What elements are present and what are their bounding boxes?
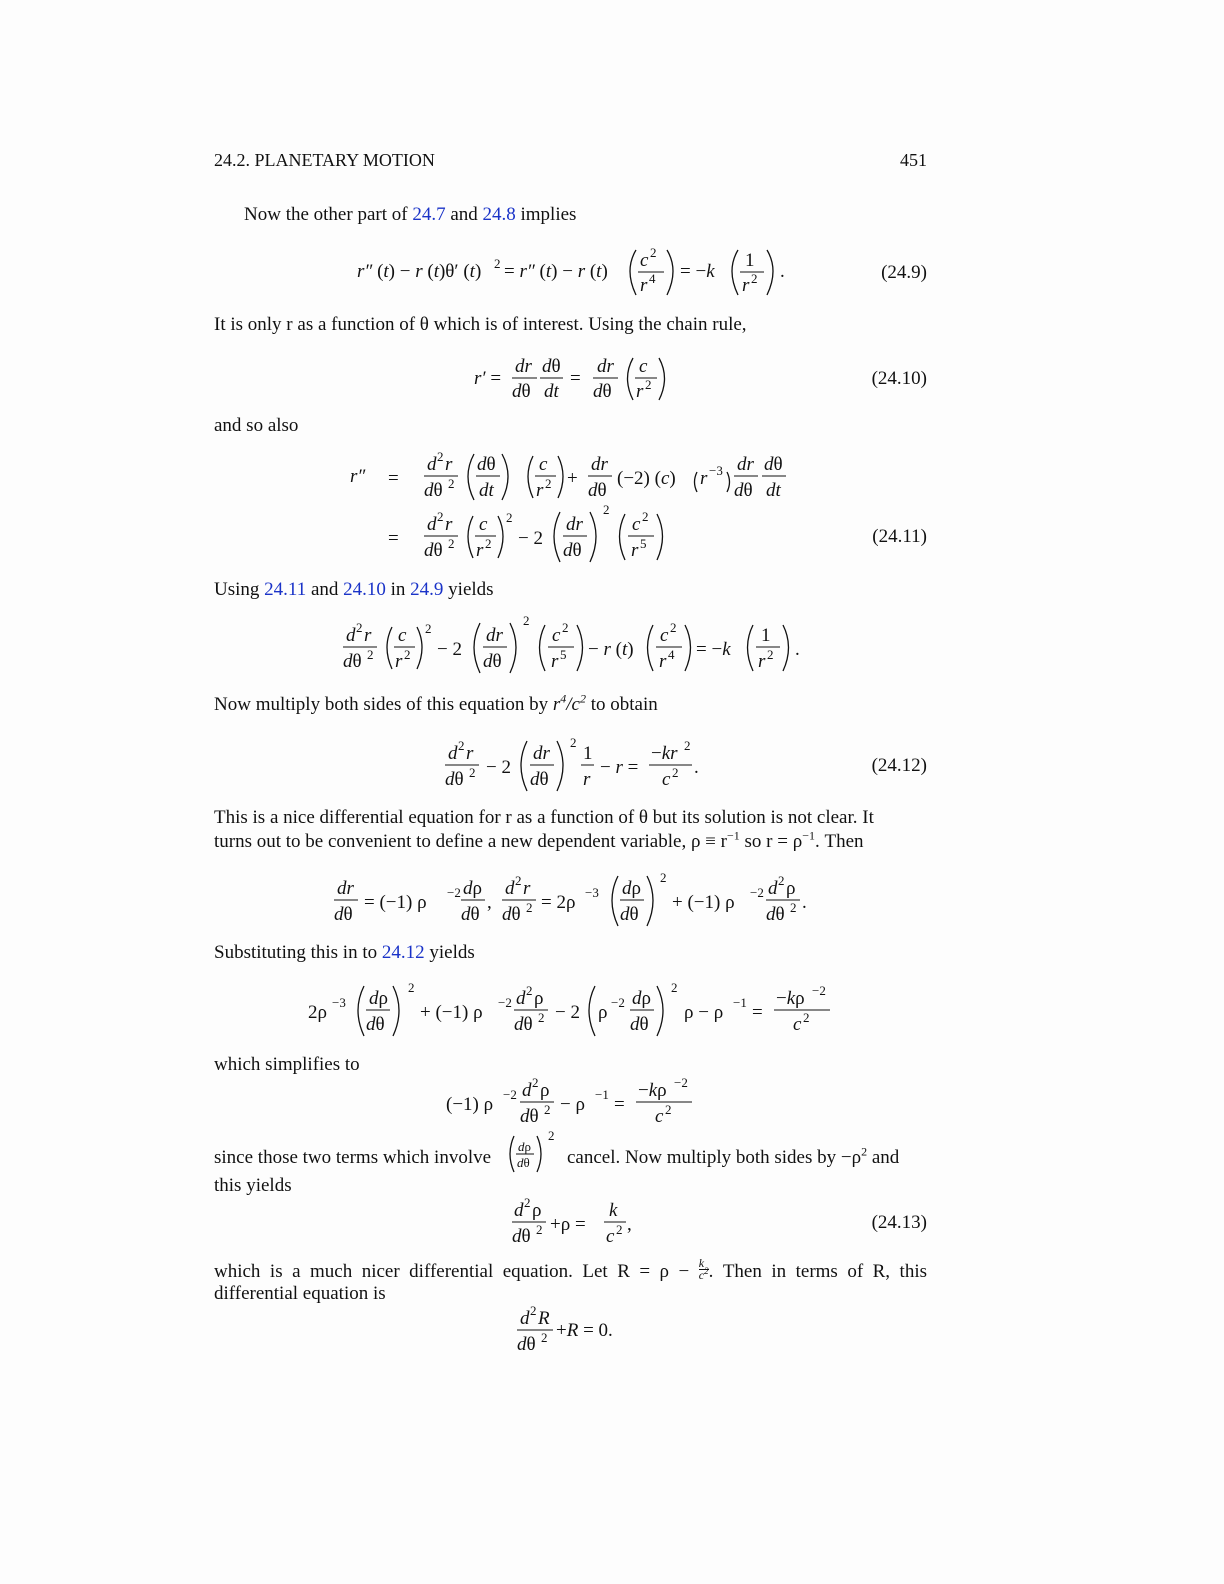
svg-text:r: r: [523, 878, 531, 899]
svg-text:4: 4: [649, 271, 656, 286]
svg-text:2: 2: [532, 1075, 539, 1090]
equation-graphic: [0, 733, 1224, 803]
svg-text:5: 5: [640, 536, 647, 551]
equation-link[interactable]: 24.7: [412, 204, 446, 225]
svg-text:−3: −3: [709, 463, 723, 478]
equation-link[interactable]: 24.11: [264, 579, 307, 600]
svg-text:= −k: = −k: [680, 261, 715, 282]
svg-text:c: c: [660, 625, 669, 646]
svg-text:dθ: dθ: [514, 1014, 533, 1035]
running-header: [214, 150, 927, 171]
svg-text:−3: −3: [585, 885, 599, 900]
svg-text:dρ: dρ: [632, 988, 651, 1009]
paragraph-10: [214, 1258, 927, 1306]
svg-text:2: 2: [548, 1128, 555, 1143]
equation-24-9: [0, 240, 1224, 310]
equation-rho-substituted: [0, 980, 1224, 1050]
paragraph-5: [214, 693, 927, 717]
svg-text:2: 2: [660, 870, 667, 885]
svg-text:2: 2: [494, 256, 501, 271]
equation-graphic: [0, 446, 1224, 576]
svg-text:1: 1: [583, 743, 593, 764]
text: cancel. Now multiply both sides by $-\rho^2$ and: [567, 1144, 900, 1168]
equation-number: (24.9): [881, 262, 927, 283]
svg-text:−2: −2: [447, 885, 461, 900]
svg-text:r: r: [364, 625, 372, 646]
svg-text:.: .: [694, 757, 699, 778]
svg-text:r: r: [636, 381, 644, 402]
paragraph-7: [214, 941, 927, 965]
text: turns out to be convenient to define a new dependent variable, ρ ≡ r: [214, 831, 727, 852]
svg-text:2: 2: [670, 620, 677, 635]
svg-text:dθ: dθ: [764, 454, 783, 475]
svg-text:r: r: [742, 275, 750, 296]
equation-graphic: [0, 1192, 1224, 1262]
text: and: [445, 204, 483, 225]
paragraph-1: [214, 203, 927, 227]
equation-link[interactable]: 24.8: [482, 204, 516, 225]
svg-text:r: r: [445, 514, 453, 535]
equation-graphic: [0, 980, 1224, 1050]
svg-text:dr: dr: [533, 743, 550, 764]
svg-text:−3: −3: [332, 995, 346, 1010]
svg-text:c: c: [479, 514, 488, 535]
svg-text:+ (−1) ρ: + (−1) ρ: [672, 892, 735, 913]
equation-graphic: [0, 346, 1224, 416]
equation-graphic: [0, 870, 1224, 940]
svg-text:2: 2: [538, 1010, 545, 1025]
text: . Then: [814, 831, 864, 852]
svg-text:r: r: [659, 651, 667, 672]
equation-link[interactable]: 24.10: [343, 579, 386, 600]
svg-text:2ρ: 2ρ: [308, 1002, 327, 1023]
svg-text:.: .: [780, 261, 785, 282]
svg-text:2: 2: [458, 738, 465, 753]
svg-text:−1: −1: [595, 1087, 609, 1102]
svg-text:2: 2: [515, 873, 522, 888]
svg-text:+: +: [567, 468, 578, 489]
svg-text:2: 2: [684, 738, 691, 753]
svg-text:r: r: [758, 651, 766, 672]
svg-text:c: c: [552, 625, 561, 646]
svg-text:ρ: ρ: [598, 1002, 608, 1023]
svg-text:2: 2: [485, 536, 492, 551]
svg-text:,: ,: [487, 892, 492, 913]
svg-text:4: 4: [668, 647, 675, 662]
svg-text:dθ: dθ: [563, 540, 582, 561]
equation-24-10: [0, 346, 1224, 416]
svg-text:d: d: [514, 1200, 524, 1221]
svg-text:c: c: [662, 769, 671, 790]
svg-text:dθ: dθ: [483, 651, 502, 672]
svg-text:2: 2: [751, 271, 758, 286]
equation-link[interactable]: 24.12: [381, 942, 425, 963]
text-line: [214, 1258, 927, 1282]
svg-text:dθ: dθ: [424, 540, 443, 561]
svg-text:dr: dr: [737, 454, 754, 475]
svg-text:dρ: dρ: [622, 878, 641, 899]
svg-text:.: .: [795, 639, 800, 660]
text: which is a much nicer differential equation. Let R = ρ −: [214, 1261, 699, 1282]
svg-text:− 2: − 2: [555, 1002, 580, 1023]
text-line: This is a nice differential equation for r as a function of θ but its solution is not clear. It: [214, 807, 874, 828]
svg-text:dθ: dθ: [517, 1155, 530, 1170]
equation-number: (24.10): [871, 368, 927, 389]
svg-text:dθ: dθ: [530, 769, 549, 790]
svg-text:dr: dr: [591, 454, 608, 475]
paragraph-6: [214, 806, 927, 854]
page-number: 451: [900, 150, 927, 170]
equation-graphic: [0, 1300, 1224, 1370]
svg-text:dθ: dθ: [445, 769, 464, 790]
svg-text:+ρ =: +ρ =: [550, 1214, 586, 1235]
svg-text:dt: dt: [544, 381, 559, 402]
svg-text:r: r: [445, 454, 453, 475]
svg-text:2: 2: [541, 1330, 548, 1345]
svg-text:r: r: [700, 468, 708, 489]
svg-text:dθ: dθ: [334, 904, 353, 925]
svg-text:2: 2: [645, 377, 652, 392]
svg-text:− ρ: − ρ: [560, 1094, 585, 1115]
svg-text:r: r: [583, 769, 591, 790]
svg-text:2: 2: [526, 900, 533, 915]
text: cancel. Now multiply both sides by −ρ: [567, 1147, 862, 1168]
svg-text:2: 2: [790, 900, 797, 915]
svg-text:−2: −2: [812, 983, 826, 998]
svg-text:(−1) ρ: (−1) ρ: [446, 1094, 494, 1115]
svg-text:− 2: − 2: [486, 757, 511, 778]
svg-text:dθ: dθ: [542, 356, 561, 377]
svg-text:dr: dr: [597, 356, 614, 377]
svg-text:dθ: dθ: [734, 480, 753, 501]
svg-text:=: =: [752, 1002, 763, 1023]
svg-text:2: 2: [523, 613, 530, 628]
svg-text:c: c: [639, 356, 648, 377]
inline-fraction: $\frac{k}{c^2}$: [698, 1256, 709, 1282]
svg-text:d: d: [520, 1308, 530, 1329]
svg-text:(−2) (c): (−2) (c): [617, 468, 676, 489]
svg-text:dr: dr: [486, 625, 503, 646]
svg-text:dθ: dθ: [588, 480, 607, 501]
svg-text:2: 2: [408, 980, 415, 995]
svg-text:dθ: dθ: [502, 904, 521, 925]
svg-text:2: 2: [506, 510, 513, 525]
svg-text:− r (t): − r (t): [588, 639, 634, 660]
text: so r = ρ: [739, 831, 803, 852]
svg-text:1: 1: [761, 625, 771, 646]
equation-link[interactable]: 24.9: [410, 579, 444, 600]
svg-text:−kr: −kr: [651, 743, 678, 764]
equation-substituted: [0, 615, 1224, 685]
equation-24-13: [0, 1192, 1224, 1262]
svg-text:2: 2: [367, 647, 374, 662]
svg-text:−1: −1: [733, 995, 747, 1010]
section-title: 24.2. PLANETARY MOTION: [214, 150, 435, 170]
svg-text:2: 2: [616, 1222, 623, 1237]
svg-text:dθ: dθ: [620, 904, 639, 925]
text: implies: [515, 204, 577, 225]
svg-text:dρ: dρ: [463, 878, 482, 899]
svg-text:−2: −2: [611, 995, 625, 1010]
svg-text:5: 5: [560, 647, 567, 662]
svg-text:2: 2: [404, 647, 411, 662]
svg-text:c: c: [539, 454, 548, 475]
svg-text:dρ: dρ: [518, 1139, 531, 1154]
inline-math: $r^4/c^2$: [552, 691, 586, 715]
equation-24-11: [0, 446, 1224, 576]
text: Substituting this in to: [214, 942, 382, 963]
svg-text:dr: dr: [566, 514, 583, 535]
svg-text:dθ: dθ: [477, 454, 496, 475]
svg-text:2: 2: [778, 873, 785, 888]
svg-text:d: d: [427, 454, 437, 475]
paragraph-2: It is only r as a function of θ which is of interest. Using the chain rule,: [214, 314, 747, 335]
svg-text:ρ: ρ: [534, 988, 544, 1009]
svg-text:= r″ (t) − r (t): = r″ (t) − r (t): [504, 261, 608, 282]
equation-number: (24.13): [871, 1212, 927, 1233]
svg-text:c: c: [606, 1226, 615, 1247]
text: Using: [214, 579, 265, 600]
svg-text:dθ: dθ: [520, 1106, 539, 1127]
svg-text:−2: −2: [503, 1087, 517, 1102]
svg-text:ρ: ρ: [540, 1080, 550, 1101]
equation-graphic: [0, 240, 1224, 310]
svg-text:r″ (t) − r (t)θ′ (t): r″ (t) − r (t)θ′ (t): [357, 261, 482, 282]
svg-text:c: c: [398, 625, 407, 646]
svg-text:2: 2: [448, 536, 455, 551]
svg-text:d: d: [505, 878, 515, 899]
svg-text:2: 2: [767, 647, 774, 662]
svg-text:d: d: [346, 625, 356, 646]
svg-text:dr: dr: [337, 878, 354, 899]
svg-text:= 2ρ: = 2ρ: [541, 892, 576, 913]
svg-text:2: 2: [437, 449, 444, 464]
svg-text:+ (−1) ρ: + (−1) ρ: [420, 1002, 483, 1023]
svg-text:−kρ: −kρ: [776, 988, 805, 1009]
svg-text:ρ: ρ: [786, 878, 796, 899]
text: Now the other part of: [244, 204, 413, 225]
svg-text:=: =: [570, 368, 581, 389]
svg-text:r: r: [395, 651, 403, 672]
svg-text:r: r: [631, 540, 639, 561]
svg-text:dθ: dθ: [343, 651, 362, 672]
svg-text:r″: r″: [350, 466, 366, 487]
text-line: [214, 1128, 927, 1170]
svg-text:−kρ: −kρ: [638, 1080, 667, 1101]
svg-text:− 2: − 2: [437, 639, 462, 660]
equation-simplified: [0, 1072, 1224, 1142]
svg-text:2: 2: [526, 983, 533, 998]
svg-text:ρ: ρ: [532, 1200, 542, 1221]
text: yields: [443, 579, 494, 600]
text: . Then in terms of R, this: [708, 1261, 928, 1282]
svg-text:= (−1) ρ: = (−1) ρ: [364, 892, 427, 913]
svg-text:−2: −2: [750, 885, 764, 900]
svg-text:d: d: [448, 743, 458, 764]
text: and: [306, 579, 344, 600]
svg-text:dr: dr: [515, 356, 532, 377]
equation-number: (24.11): [872, 526, 927, 547]
svg-text:dθ: dθ: [766, 904, 785, 925]
svg-text:−2: −2: [674, 1075, 688, 1090]
equation-rho-derivatives: [0, 870, 1224, 940]
svg-text:2: 2: [650, 245, 657, 260]
paragraph-4: [214, 578, 927, 602]
svg-text:dθ: dθ: [512, 1226, 531, 1247]
text: to obtain: [585, 694, 658, 715]
svg-text:2: 2: [570, 735, 577, 750]
svg-text:r: r: [476, 540, 484, 561]
svg-text:2: 2: [524, 1195, 531, 1210]
svg-text:= −k: = −k: [696, 639, 731, 660]
svg-text:d: d: [427, 514, 437, 535]
svg-text:.: .: [802, 892, 807, 913]
svg-text:2: 2: [437, 509, 444, 524]
paragraph-3: and so also: [214, 415, 299, 436]
svg-text:c: c: [640, 250, 649, 271]
svg-text:2: 2: [545, 476, 552, 491]
text: yields: [424, 942, 475, 963]
text: in: [385, 579, 411, 600]
paragraph-9: [214, 1128, 927, 1198]
svg-text:2: 2: [671, 980, 678, 995]
svg-text:+R = 0.: +R = 0.: [556, 1320, 613, 1341]
text-line: differential equation is: [214, 1283, 386, 1304]
svg-text:2: 2: [562, 620, 569, 635]
svg-text:r: r: [466, 743, 474, 764]
svg-text:2: 2: [672, 765, 679, 780]
svg-text:r: r: [536, 480, 544, 501]
svg-text:−2: −2: [498, 995, 512, 1010]
equation-number: (24.12): [871, 755, 927, 776]
svg-text:2: 2: [469, 765, 476, 780]
svg-text:r: r: [640, 275, 648, 296]
svg-text:=: =: [388, 468, 399, 489]
svg-text:dθ: dθ: [517, 1334, 536, 1355]
text: since those two terms which involve: [214, 1147, 492, 1168]
svg-text:ρ − ρ: ρ − ρ: [684, 1002, 724, 1023]
svg-text:2: 2: [803, 1010, 810, 1025]
equation-24-12: [0, 733, 1224, 803]
svg-text:dθ: dθ: [366, 1014, 385, 1035]
text-line: this yields: [214, 1175, 292, 1196]
svg-text:c: c: [793, 1014, 802, 1035]
svg-text:2: 2: [536, 1222, 543, 1237]
svg-text:2: 2: [356, 620, 363, 635]
svg-text:c: c: [655, 1106, 664, 1127]
svg-text:d: d: [768, 878, 778, 899]
svg-text:− 2: − 2: [518, 528, 543, 549]
svg-text:dθ: dθ: [424, 480, 443, 501]
svg-text:=: =: [614, 1094, 625, 1115]
svg-text:1: 1: [745, 250, 755, 271]
svg-text:d: d: [516, 988, 526, 1009]
svg-text:2: 2: [544, 1102, 551, 1117]
svg-text:2: 2: [425, 621, 432, 636]
svg-text:r: r: [551, 651, 559, 672]
svg-text:2: 2: [448, 476, 455, 491]
svg-text:2: 2: [642, 509, 649, 524]
svg-text:2: 2: [530, 1303, 537, 1318]
svg-text:R: R: [538, 1308, 550, 1329]
equation-graphic: [0, 1072, 1224, 1142]
text: and: [867, 1147, 900, 1168]
text: Now multiply both sides of this equation by: [214, 694, 553, 715]
svg-text:r′ =: r′ =: [474, 368, 502, 389]
svg-text:dθ: dθ: [593, 381, 612, 402]
svg-text:dθ: dθ: [512, 381, 531, 402]
svg-text:dρ: dρ: [369, 988, 388, 1009]
svg-text:2: 2: [603, 502, 610, 517]
svg-text:− r =: − r =: [600, 757, 639, 778]
svg-text:,: ,: [627, 1214, 632, 1235]
paragraph-8: which simplifies to: [214, 1054, 360, 1075]
svg-text:dθ: dθ: [461, 904, 480, 925]
svg-text:dt: dt: [766, 480, 781, 501]
svg-text:d: d: [522, 1080, 532, 1101]
text-line: turns out to be convenient to define a new dependent variable, $\rho \equiv r^{-1}$ so $r = \rho^{-1}$. Then: [214, 828, 864, 852]
svg-text:dθ: dθ: [630, 1014, 649, 1035]
svg-text:2: 2: [665, 1102, 672, 1117]
equation-final: [0, 1300, 1224, 1370]
svg-text:dt: dt: [479, 480, 494, 501]
svg-text:=: =: [388, 528, 399, 549]
svg-text:k: k: [609, 1200, 618, 1221]
equation-graphic: [0, 615, 1224, 685]
svg-text:c: c: [632, 514, 641, 535]
